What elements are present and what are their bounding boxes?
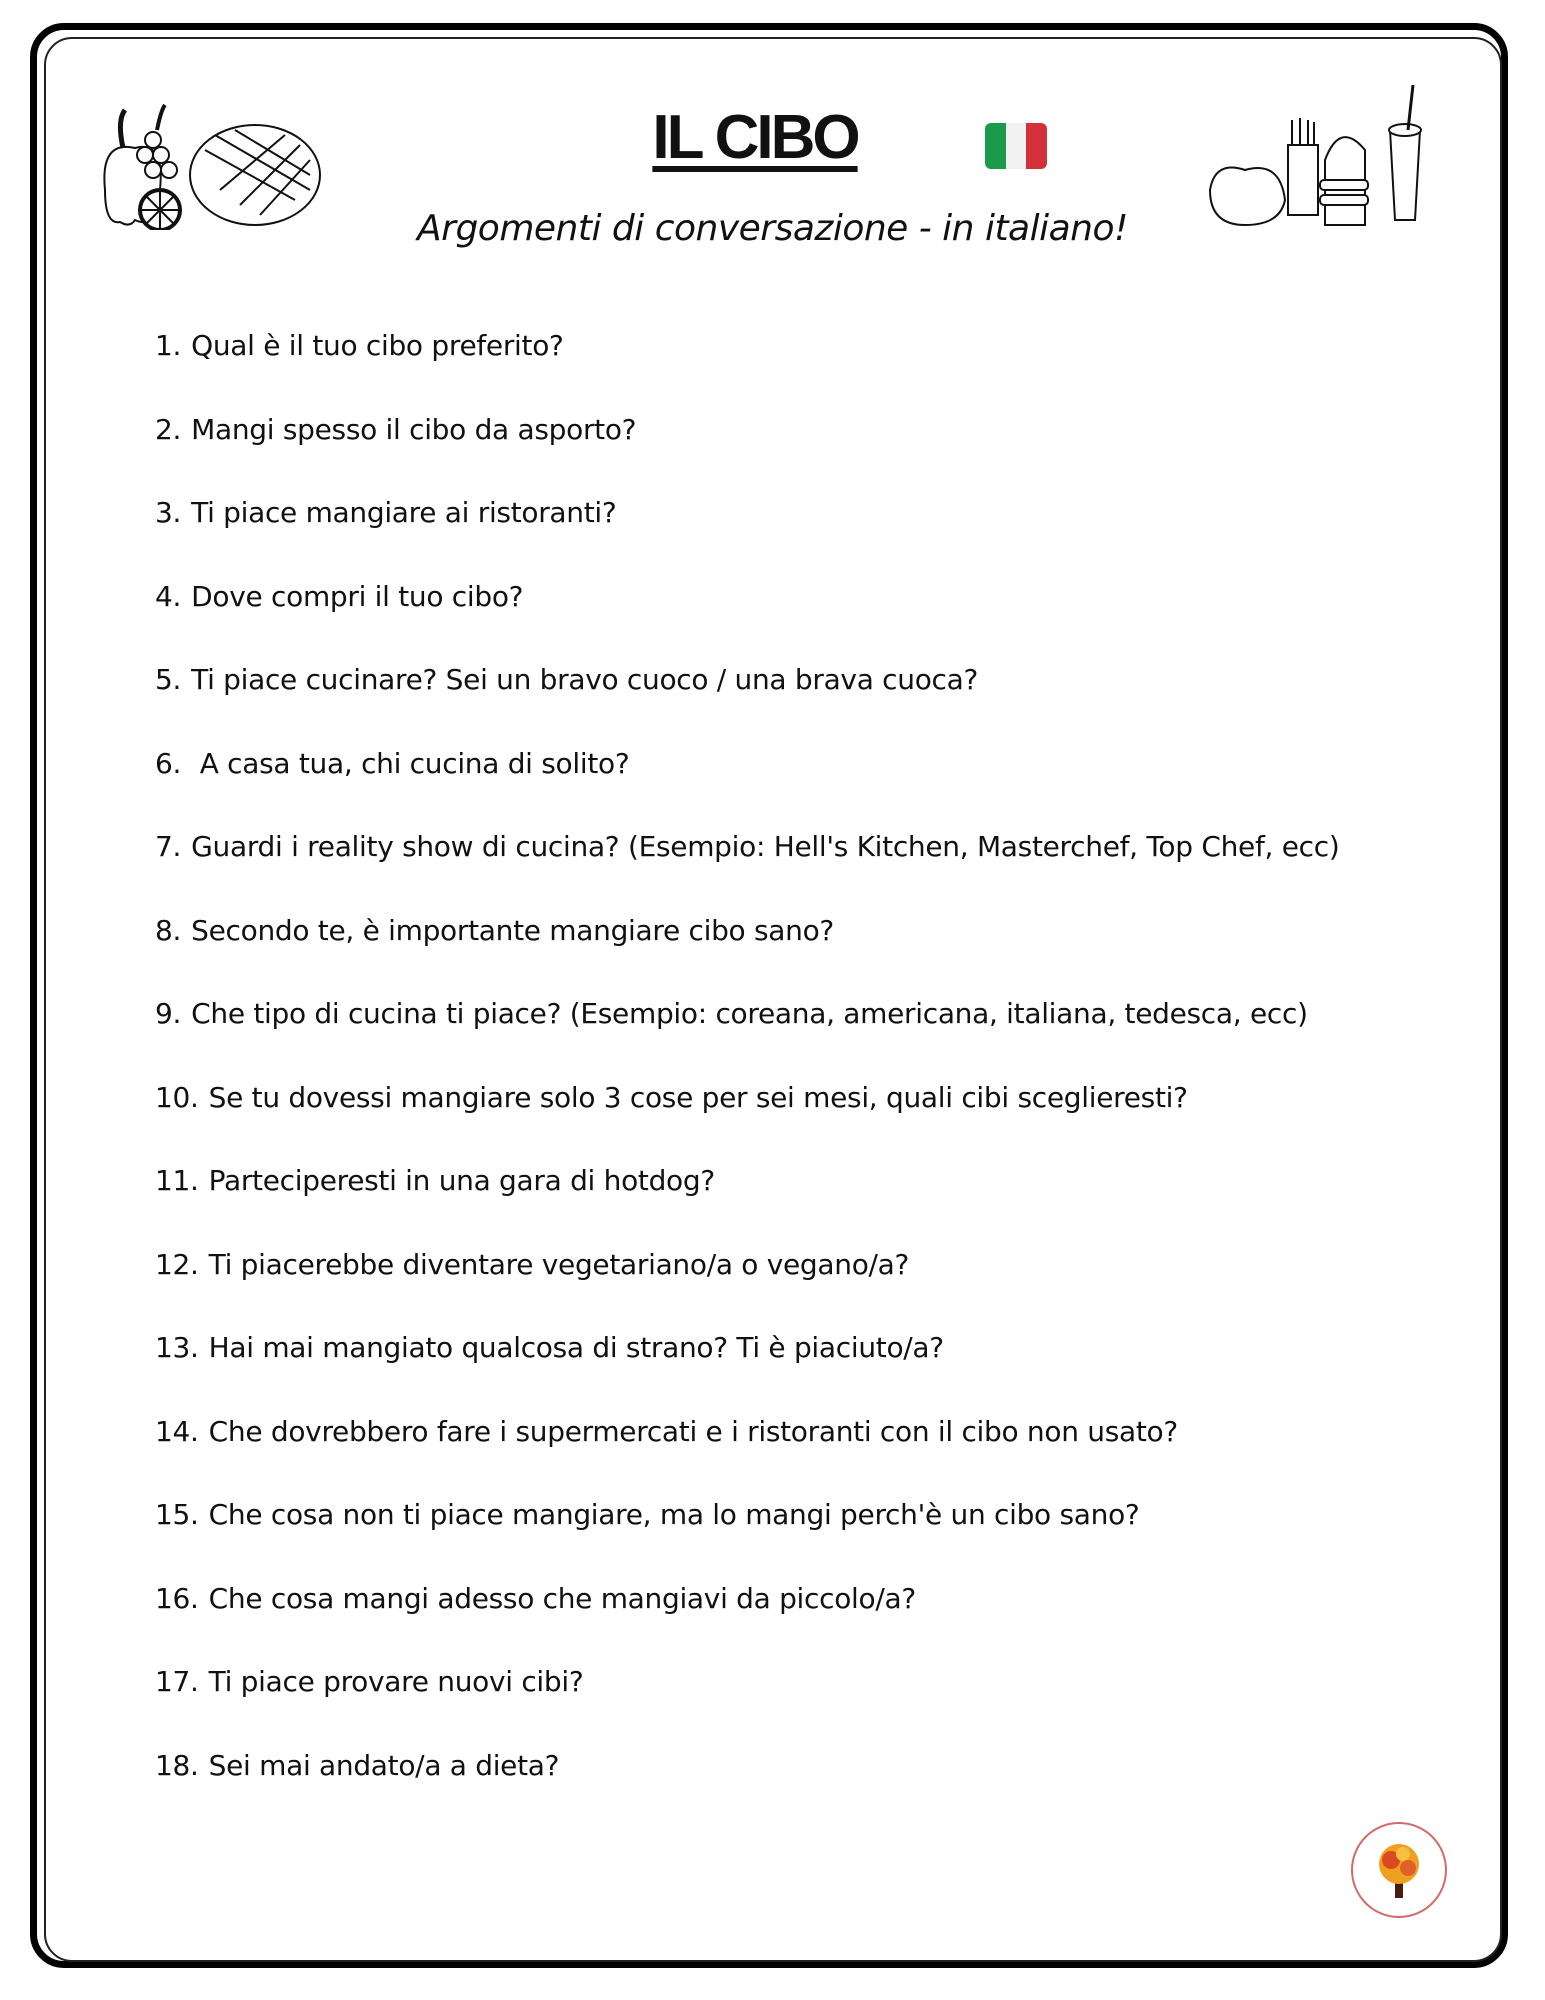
question-text: Dove compri il tuo cibo? [191, 579, 524, 613]
question-text: Ti piace provare nuovi cibi? [208, 1665, 584, 1698]
question-text: Ti piace cucinare? Sei un bravo cuoco / una brava cuoca? [191, 663, 979, 696]
maple-tree-icon [1353, 1824, 1445, 1916]
question-item [155, 911, 1339, 995]
question-number: 2. [155, 412, 182, 446]
question-number: 3. [155, 496, 182, 529]
question-item [155, 493, 1339, 577]
question-item [155, 1495, 1339, 1579]
question-text: Se tu dovessi mangiare solo 3 cose per sei mesi, quali cibi sceglieresti? [208, 1080, 1188, 1114]
question-number: 6. [155, 746, 182, 780]
question-number: 18. [155, 1748, 199, 1782]
question-text: Che tipo di cucina ti piace? (Esempio: coreana, americana, italiana, tedesca, ecc) [191, 997, 1308, 1030]
question-text: Mangi spesso il cibo da asporto? [191, 412, 637, 446]
question-text: Che cosa mangi adesso che mangiavi da piccolo/a? [208, 1581, 916, 1615]
question-text: Parteciperesti in una gara di hotdog? [208, 1164, 715, 1197]
question-item [155, 1078, 1339, 1162]
question-text: Ti piacerebbe diventare vegetariano/a o vegano/a? [208, 1247, 910, 1281]
question-item [155, 660, 1339, 744]
question-item [155, 1746, 1339, 1830]
italian-flag-icon [985, 123, 1047, 169]
happy-maple-logo [1351, 1822, 1447, 1918]
page-subtitle: Argomenti di conversazione - in italiano! [417, 208, 1128, 249]
question-item [155, 1412, 1339, 1496]
question-number: 14. [155, 1414, 199, 1448]
question-item [155, 1328, 1339, 1412]
question-number: 8. [155, 913, 182, 947]
question-text: Sei mai andato/a a dieta? [208, 1748, 560, 1782]
question-number: 5. [155, 663, 182, 696]
question-item [155, 326, 1339, 410]
question-item [155, 827, 1339, 911]
question-number: 17. [155, 1665, 199, 1698]
question-text: Che cosa non ti piace mangiare, ma lo mangi perch'è un cibo sano? [208, 1498, 1140, 1531]
question-item [155, 1579, 1339, 1663]
question-number: 7. [155, 830, 182, 863]
page-title: IL CIBO [652, 103, 858, 172]
question-text: Secondo te, è importante mangiare cibo sano? [191, 913, 834, 947]
question-item [155, 410, 1339, 494]
question-item [155, 1245, 1339, 1329]
question-number: 1. [155, 329, 182, 362]
question-item [155, 577, 1339, 661]
question-number: 11. [155, 1164, 199, 1197]
question-number: 12. [155, 1247, 199, 1281]
question-item [155, 744, 1339, 828]
question-number: 16. [155, 1581, 199, 1615]
question-text: Guardi i reality show di cucina? (Esempio: Hell's Kitchen, Masterchef, Top Chef, ecc) [191, 830, 1340, 863]
question-number: 15. [155, 1498, 199, 1531]
question-number: 13. [155, 1331, 199, 1364]
question-text: Hai mai mangiato qualcosa di strano? Ti è piaciuto/a? [208, 1331, 944, 1364]
question-text: A casa tua, chi cucina di solito? [191, 746, 630, 780]
question-number: 10. [155, 1080, 199, 1114]
question-item [155, 994, 1339, 1078]
question-item [155, 1662, 1339, 1746]
question-number: 9. [155, 997, 182, 1030]
question-text: Che dovrebbero fare i supermercati e i ristoranti con il cibo non usato? [208, 1414, 1178, 1448]
question-number: 4. [155, 579, 182, 613]
question-text: Ti piace mangiare ai ristoranti? [191, 496, 617, 529]
question-text: Qual è il tuo cibo preferito? [191, 329, 564, 362]
question-item [155, 1161, 1339, 1245]
question-list [155, 326, 1339, 1829]
